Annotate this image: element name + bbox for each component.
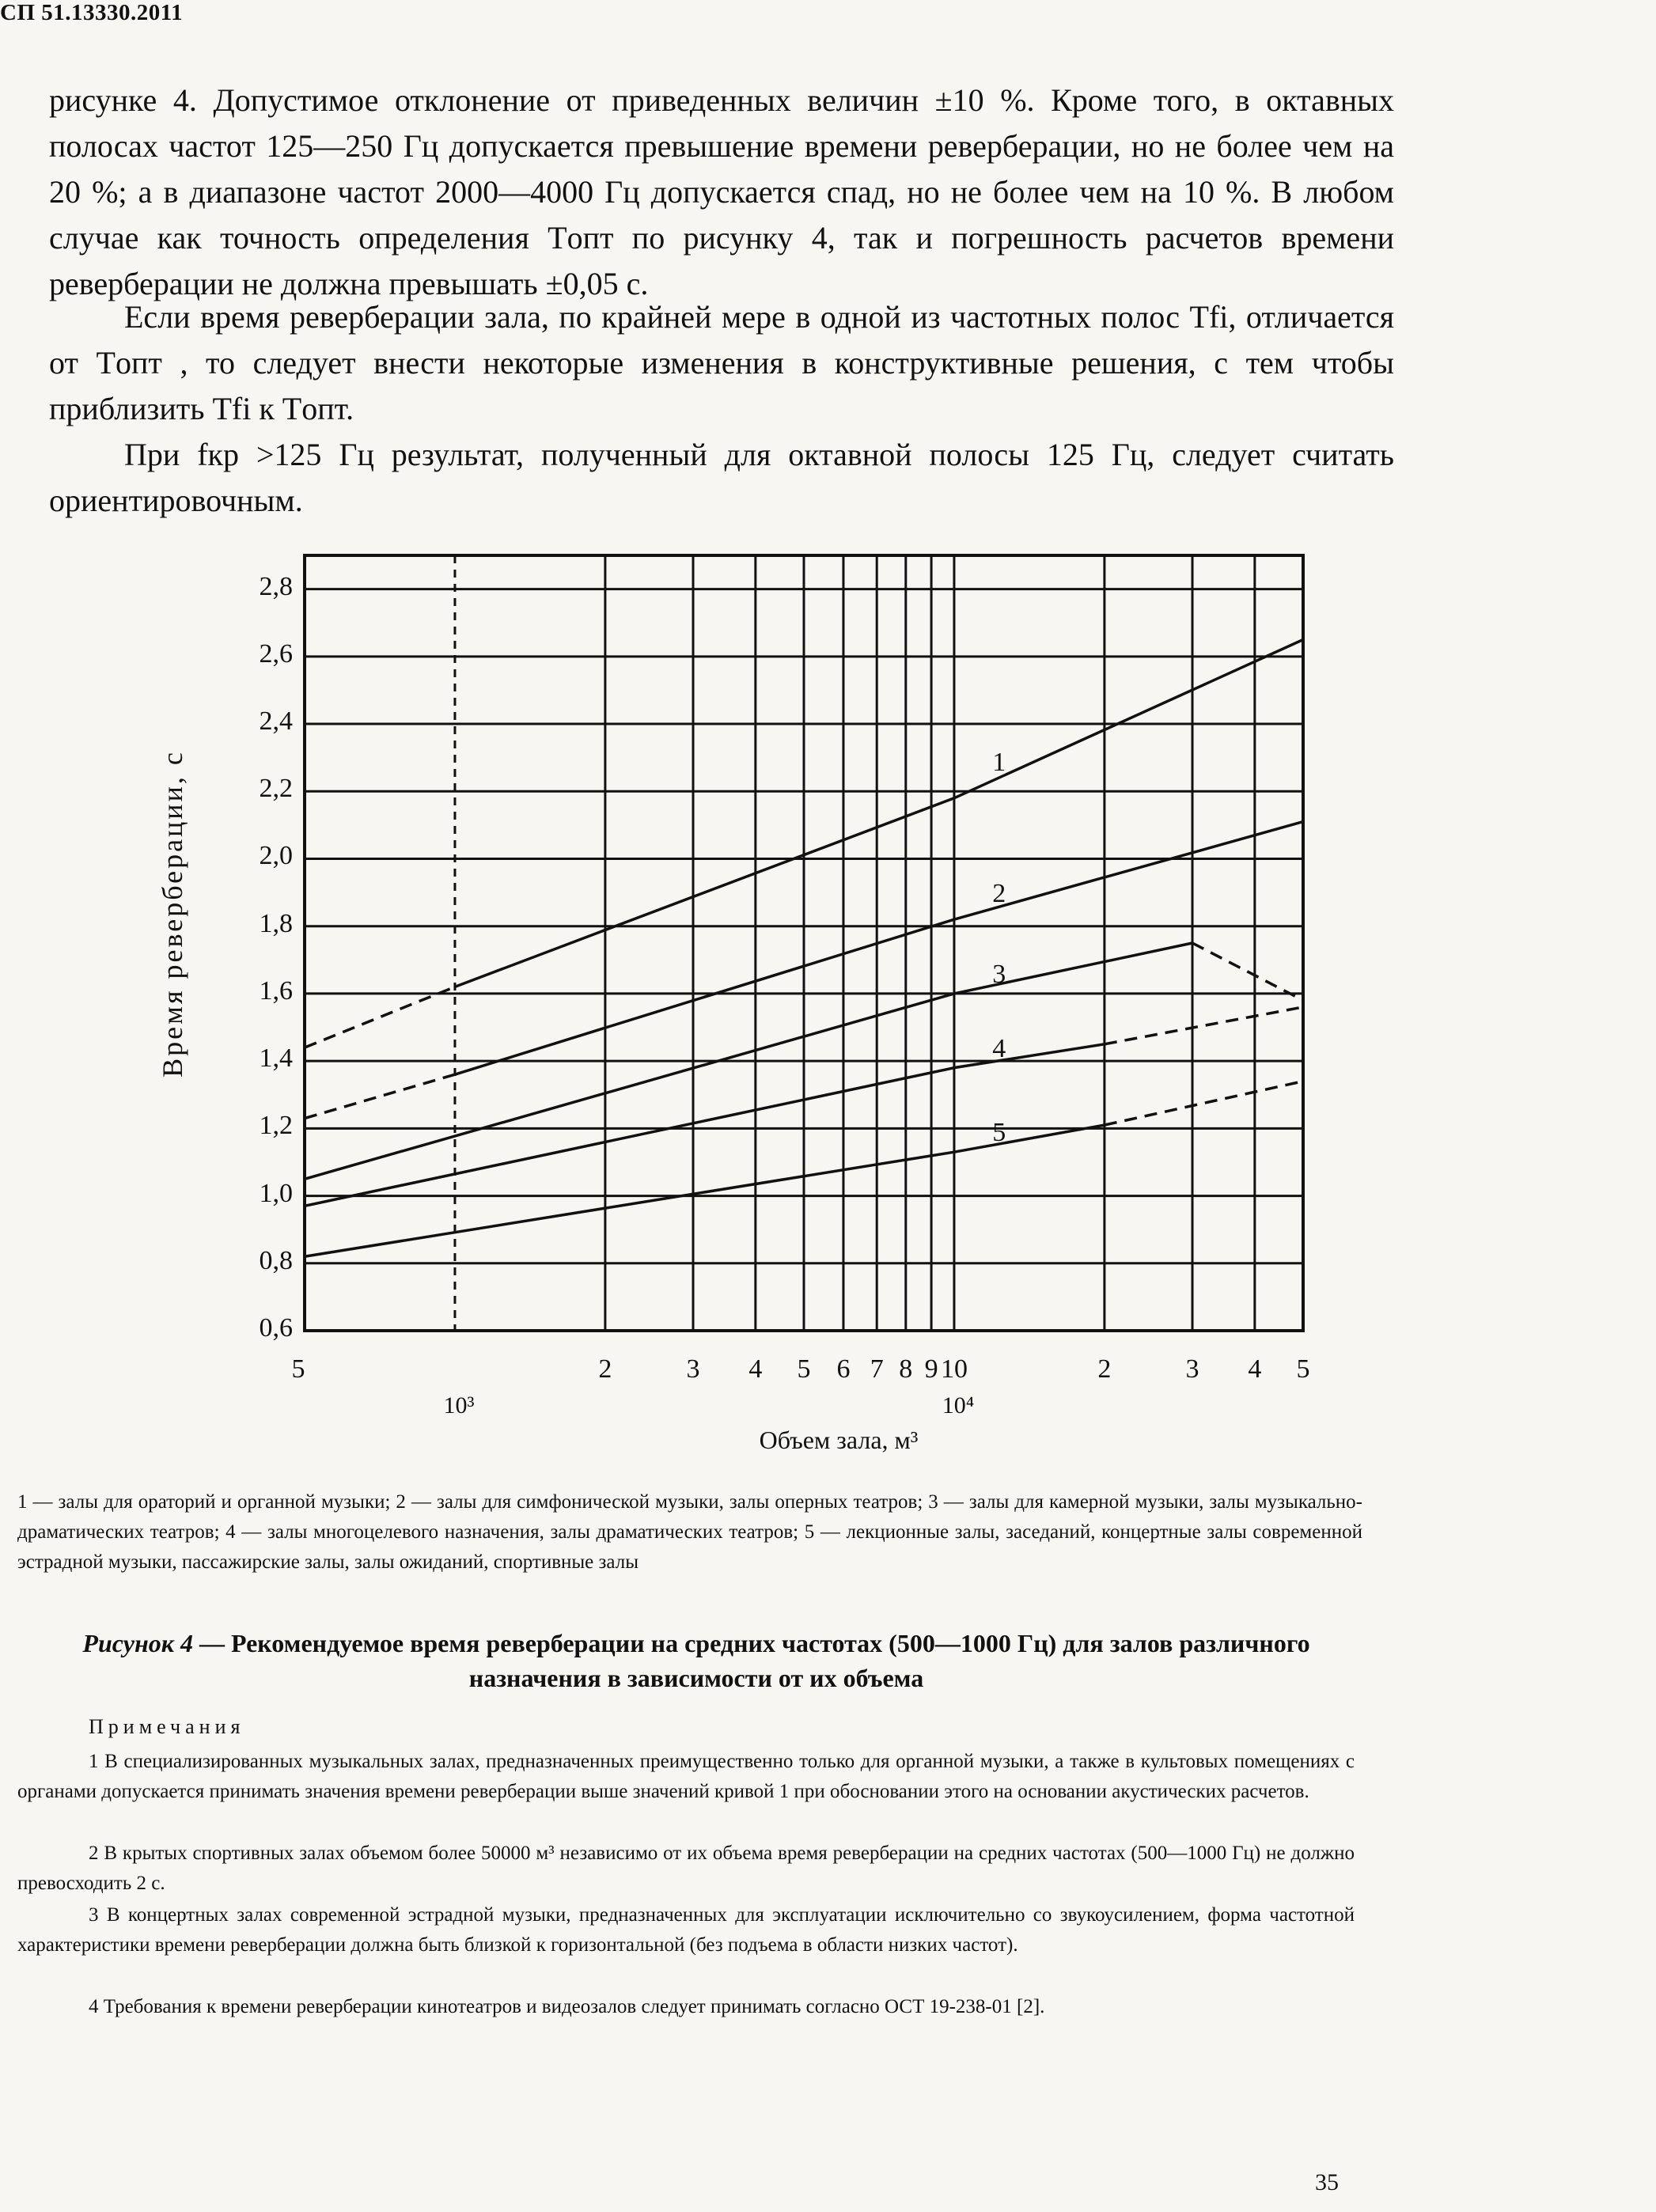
x-tick-label: 6 [836,1354,851,1384]
curve-number-label: 4 [992,1033,1006,1063]
figure-caption [63,1626,1329,1695]
curve-3-segment [954,943,1192,994]
curve-2-segment [455,919,954,1074]
y-tick-label: 1,0 [259,1178,293,1208]
note-2: 2 В крытых спортивных залах объемом более 50000 м³ независимо от их объема время реверберации на средних частотах (500—1000 Гц) не должно превосходить 2 с. [17,1843,1355,1894]
y-tick-label: 0,6 [259,1313,293,1343]
y-tick-label: 2,6 [259,638,293,669]
curve-2-segment [954,822,1303,920]
curve-number-label: 5 [992,1118,1006,1148]
y-tick-label: 1,2 [259,1111,293,1141]
x-tick-label: 2 [598,1354,612,1384]
x-tick-label: 5 [1296,1354,1310,1384]
x-tick-label: 8 [899,1354,913,1384]
x-tick-label: 4 [1248,1354,1262,1384]
curve-4-segment [1105,1007,1303,1044]
paragraph-critical-frequency: При fкр >125 Гц результат, полученный для октавной полосы 125 Гц, следует считать ориентировочным. [49,437,1394,518]
curve-5-segment [305,1152,954,1256]
y-tick-label: 1,8 [259,908,293,938]
y-tick-label: 1,4 [259,1044,293,1074]
curve-5-segment [1105,1081,1303,1125]
x-tick-label: 7 [870,1354,884,1384]
y-tick-label: 2,4 [259,706,293,737]
notes-title: Примечания [89,1715,245,1738]
page-number: 35 [1315,2169,1339,2195]
y-axis-label: Время реверберации, с [157,750,188,1078]
curve-4-segment [954,1044,1105,1068]
curve-number-label: 1 [992,747,1006,777]
x-decade-label: 10⁴ [942,1392,975,1418]
curve-1-segment [305,987,455,1047]
y-tick-label: 2,8 [259,571,293,601]
curve-number-label: 3 [992,960,1006,990]
x-tick-label: 5 [291,1354,305,1384]
x-decade-label: 10³ [443,1392,475,1418]
caption-prefix: Рисунок 4 [82,1629,193,1657]
document-code: СП 51.13330.2011 [0,0,184,25]
figure-legend: 1 — залы для ораторий и органной музыки; 2 — залы для симфонической музыки, залы оперных театров; 3 — залы для камерной музыки, залы музыкально-драматических театров; 4 — залы многоцелевого назначения, залы драматических театров; 5 — лекционные залы, заседаний, концертные залы современной эстрадной музыки, пассажирские залы, залы ожиданий, спортивные залы [17,1491,1362,1573]
x-tick-label: 5 [797,1354,811,1384]
y-tick-label: 2,2 [259,774,293,804]
x-axis-label: Объем зала, м³ [759,1426,919,1454]
note-1: 1 В специализированных музыкальных залах, предназначенных преимущественно только для органной музыки, а также в культовых помещениях с органами допускается принимать значения времени реверберации выше значений кривой 1 при обосновании этого на основании акустических расчетов. [17,1751,1355,1802]
x-tick-label: 4 [748,1354,763,1384]
curve-4-segment [305,1068,954,1206]
curve-3-segment [1192,943,1303,1000]
curve-2-segment [305,1074,455,1118]
curve-1-segment [954,640,1303,798]
paragraph-tolerance: рисунке 4. Допустимое отклонение от приведенных величин ±10 %. Кроме того, в октавных полосах частот 125—250 Гц допускается превышение времени реверберации, но не более чем на 20 %; а в диапазоне частот 2000—4000 Гц допускается спад, но не более чем на 10 %. В любом случае как точность определения Tопт по рисунку 4, так и погрешность расчетов времени реверберации не должна превышать ±0,05 с. [49,82,1394,301]
x-tick-label: 2 [1097,1354,1112,1384]
x-tick-label: 3 [686,1354,700,1384]
curve-1-segment [455,798,954,987]
x-tick-label: 3 [1185,1354,1199,1384]
y-tick-label: 0,8 [259,1245,293,1275]
x-tick-label: 10 [940,1354,968,1384]
note-4: 4 Требования к времени реверберации кинотеатров и видеозалов следует принимать согласно ОСТ 19-238-01 [2]. [89,1996,1045,2017]
y-tick-label: 2,0 [259,841,293,871]
paragraph-adjustment: Если время реверберации зала, по крайней мере в одной из частотных полос Tfi, отличается от Tопт , то следует внести некоторые изменения в конструктивные решения, с тем чтобы приблизить Tfi к Tопт. [49,299,1394,426]
y-tick-label: 1,6 [259,975,293,1006]
note-3: 3 В концертных залах современной эстрадной музыки, предназначенных для эксплуатации исключительно со звукоусилением, форма частотной характеристики времени реверберации должна быть близкой к горизонтальной (без подъема в области низких частот). [17,1904,1355,1956]
curve-number-label: 2 [992,878,1006,908]
caption-text: — Рекомендуемое время реверберации на средних частотах (500—1000 Гц) для залов различного назначения в зависимости от их объема [199,1629,1310,1692]
x-tick-label: 9 [924,1354,938,1384]
